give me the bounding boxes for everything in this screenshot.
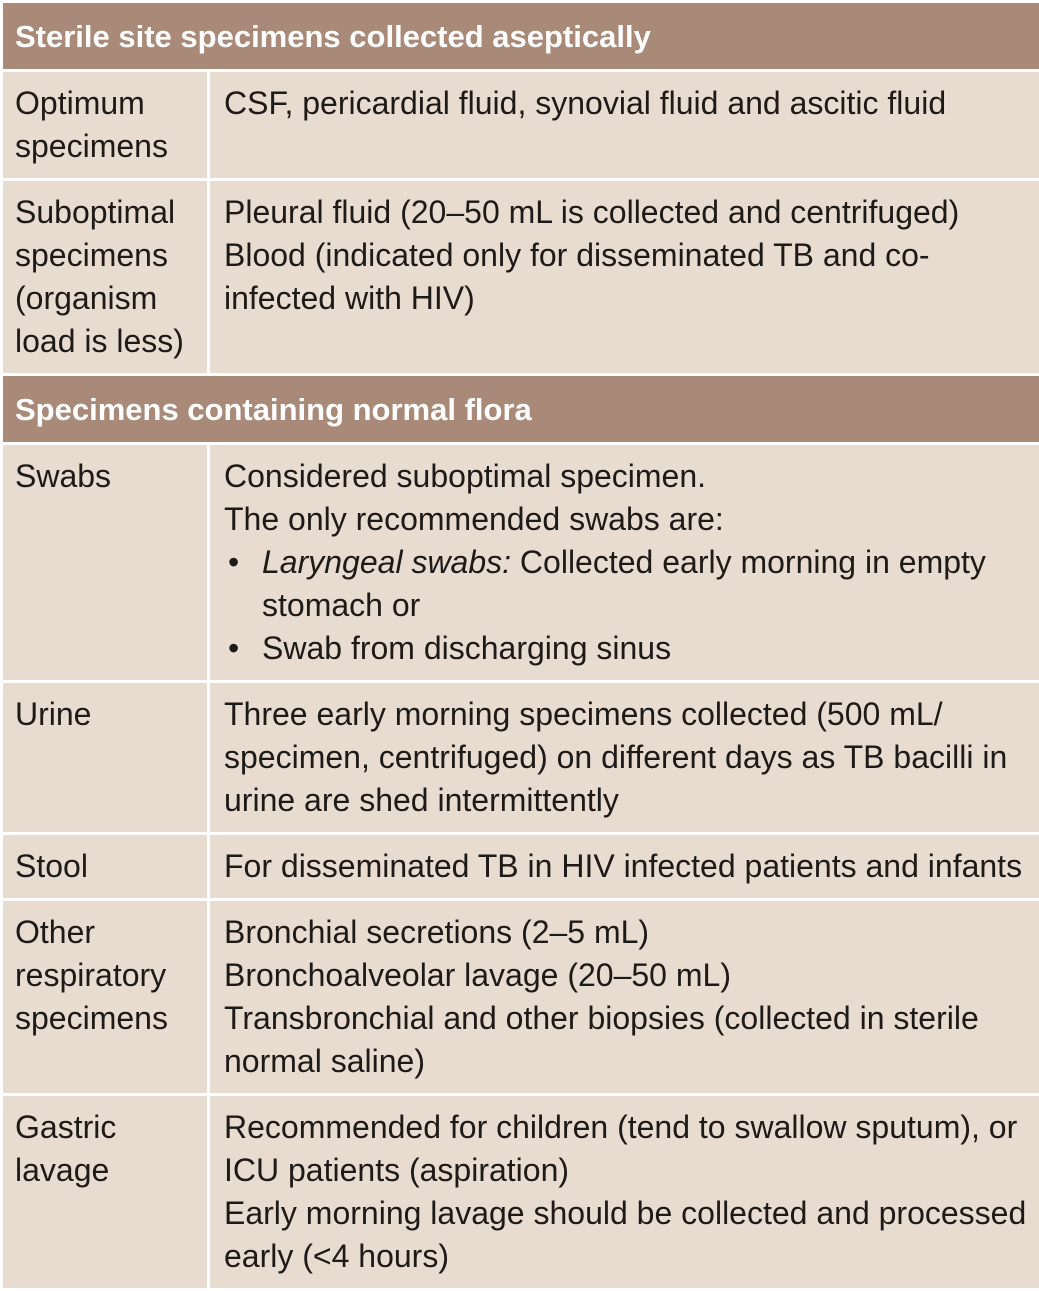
bullet-text: Swab from discharging sinus bbox=[262, 630, 671, 666]
row-description bbox=[209, 444, 1039, 682]
table-row bbox=[2, 444, 1039, 682]
description-line: Pleural fluid (20–50 mL is collected and centrifuged) bbox=[224, 191, 1033, 234]
bullet-emphasis: Laryngeal swabs: bbox=[262, 544, 511, 580]
bullet-item bbox=[224, 627, 1033, 670]
table-row bbox=[2, 834, 1039, 900]
row-description bbox=[209, 71, 1039, 180]
section-title: Sterile site specimens collected aseptically bbox=[2, 2, 1039, 71]
row-label: Other respiratory specimens bbox=[2, 900, 209, 1095]
row-description bbox=[209, 682, 1039, 834]
row-description bbox=[209, 180, 1039, 375]
description-line: The only recommended swabs are: bbox=[224, 498, 1033, 541]
section-title: Specimens containing normal flora bbox=[2, 375, 1039, 444]
description-line: Transbronchial and other biopsies (collected in sterile normal saline) bbox=[224, 997, 1033, 1083]
description-line: Early morning lavage should be collected and processed early (<4 hours) bbox=[224, 1192, 1033, 1278]
row-label: Swabs bbox=[2, 444, 209, 682]
row-description bbox=[209, 1095, 1039, 1290]
description-line: CSF, pericardial fluid, synovial fluid and ascitic fluid bbox=[224, 82, 1033, 125]
row-label: Optimum specimens bbox=[2, 71, 209, 180]
description-line: Bronchial secretions (2–5 mL) bbox=[224, 911, 1033, 954]
description-line: Three early morning specimens collected (500 mL/ specimen, centrifuged) on different days as TB bacilli in urine are shed intermittently bbox=[224, 693, 1033, 822]
bullet-text: Collected early morning in empty stomach or bbox=[262, 544, 986, 623]
table-row bbox=[2, 1095, 1039, 1290]
row-label: Gastric lavage bbox=[2, 1095, 209, 1290]
row-label: Suboptimal specimens (organism load is less) bbox=[2, 180, 209, 375]
row-description bbox=[209, 900, 1039, 1095]
table-row bbox=[2, 71, 1039, 180]
description-line: Considered suboptimal specimen. bbox=[224, 455, 1033, 498]
description-line: Blood (indicated only for disseminated TB and co-infected with HIV) bbox=[224, 234, 1033, 320]
bullet-item bbox=[224, 541, 1033, 627]
bullet-list bbox=[224, 541, 1033, 670]
description-line: Recommended for children (tend to swallow sputum), or ICU patients (aspiration) bbox=[224, 1106, 1033, 1192]
description-line: Bronchoalveolar lavage (20–50 mL) bbox=[224, 954, 1033, 997]
table-row bbox=[2, 180, 1039, 375]
table-row bbox=[2, 900, 1039, 1095]
row-label: Urine bbox=[2, 682, 209, 834]
section-header-row bbox=[2, 2, 1039, 71]
table-row bbox=[2, 682, 1039, 834]
section-header-row bbox=[2, 375, 1039, 444]
description-line: For disseminated TB in HIV infected patients and infants bbox=[224, 845, 1033, 888]
row-label: Stool bbox=[2, 834, 209, 900]
row-description bbox=[209, 834, 1039, 900]
